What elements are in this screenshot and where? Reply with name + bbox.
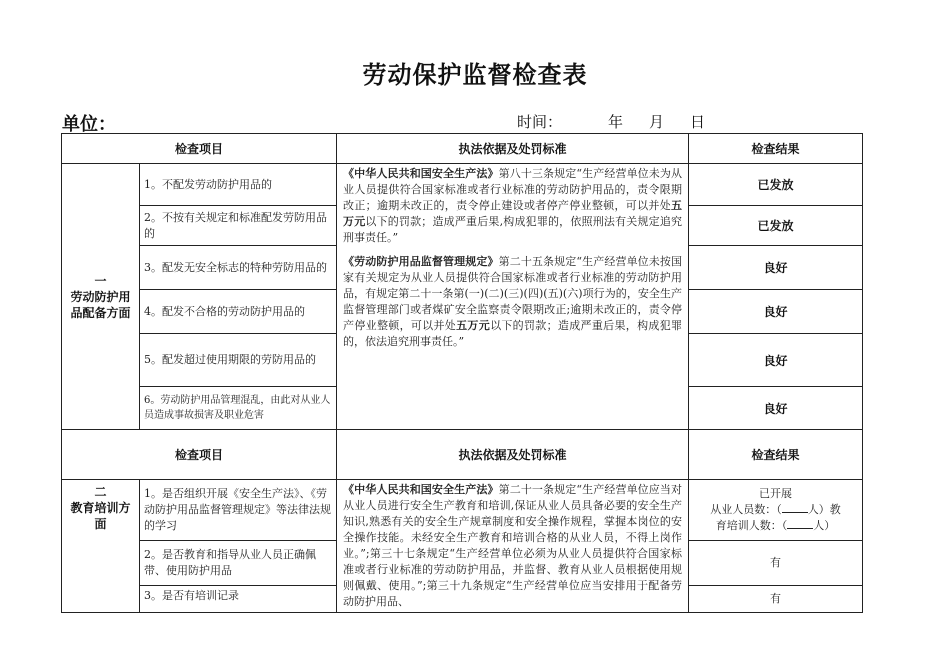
table-row xyxy=(62,480,863,541)
section1-name: 劳动防护用品配备方面 xyxy=(70,289,131,320)
section1-result-2: 已发放 xyxy=(689,206,863,246)
inspection-table xyxy=(61,133,863,613)
table-row xyxy=(62,164,863,206)
section1-item-5: 5。配发超过使用期限的劳防用品的 xyxy=(140,334,337,387)
section2-item-1: 1。是否组织开展《安全生产法》、《劳动防护用品监督管理规定》等法律法规的学习 xyxy=(140,480,337,541)
section1-item-6: 6。劳动防护用品管理混乱，由此对从业人员造成事故损害及职业危害 xyxy=(140,387,337,430)
header-basis: 执法依据及处罚标准 xyxy=(337,134,689,164)
section1-result-6: 良好 xyxy=(689,387,863,430)
time-field xyxy=(517,111,705,132)
section1-item-4: 4。配发不合格的劳动防护用品的 xyxy=(140,290,337,334)
header-result: 检查结果 xyxy=(689,134,863,164)
unit-label: 单位： xyxy=(62,114,116,135)
law2-amount: 五万元 xyxy=(456,319,491,332)
section2-law-title: 《中华人民共和国安全生产法》 xyxy=(343,483,499,496)
section2-result-3: 有 xyxy=(689,586,863,613)
section2-number: 二 xyxy=(94,485,107,499)
table-header-row-2 xyxy=(62,430,863,480)
law2-title: 《劳动防护用品监督管理规定》 xyxy=(343,255,499,268)
law2-text-a: 第二十五条规定“生产经营单位未按国家有关规定为从业人员提供符合国家标准或者行业标准的劳动防护用品，有规定第二十一条第(一)(二)(三)(四)(五)(六)项行为的，安全生产监督管理部门或者煤矿安全监察责令限期改正;逾期未改正的，责令停产停业整顿，可以并处 xyxy=(343,255,683,332)
section1-result-3: 良好 xyxy=(689,246,863,290)
header-item-2: 检查项目 xyxy=(62,430,337,480)
section2-law-basis xyxy=(337,480,689,613)
section2-item-2: 2。是否教育和指导从业人员正确佩带、使用防护用品 xyxy=(140,541,337,586)
trainee-count-blank[interactable] xyxy=(787,518,813,529)
header-result-2: 检查结果 xyxy=(689,430,863,480)
section2-law-text: 第二十一条规定“生产经营单位应当对从业人员进行安全生产教育和培训,保证从业人员具备必要的安全生产知识,熟悉有关的安全生产规章制度和安全操作规程，掌握本岗位的安全操作技能。未经安全生产教育和培训合格的从业人员，不得上岗作业。”;第三十七条规定“生产经营单位必须为从业人员提供符合国家标准或者行业标准的劳动防护用品，并监督、教育从业人员根据使用规则佩戴、使用。”;第三十九条规定“生产经营单位应当安排用于配备劳动防护用品、 xyxy=(343,483,683,608)
section1-result-1: 已发放 xyxy=(689,164,863,206)
section2-item-3: 3。是否有培训记录 xyxy=(140,586,337,613)
year-label: 年 xyxy=(608,113,624,131)
result-text: 从业人员数：（ 人）教 xyxy=(710,503,841,517)
header-basis-2: 执法依据及处罚标准 xyxy=(337,430,689,480)
section1-item-3: 3。配发无安全标志的特种劳防用品的 xyxy=(140,246,337,290)
section1-law-basis xyxy=(337,164,689,430)
law1-text-b: 以下的罚款；造成严重后果,构成犯罪的，依照刑法有关规定追究刑事责任。” xyxy=(343,215,683,244)
month-label: 月 xyxy=(649,113,665,131)
law1-text-a: 第八十三条规定“生产经营单位未为从业人员提供符合国家标准或者行业标准的劳动防护用品的，责令限期改正；逾期未改正的，责令停止建设或者停产停业整顿，可以并处 xyxy=(343,167,683,212)
employee-count-blank[interactable] xyxy=(782,502,808,513)
header-item: 检查项目 xyxy=(62,134,337,164)
law1-amount: 五万元 xyxy=(343,199,683,228)
section2-result-1 xyxy=(689,480,863,541)
table-header-row xyxy=(62,134,863,164)
law1-title: 《中华人民共和国安全生产法》 xyxy=(343,167,499,180)
result-text: 已开展 xyxy=(759,487,793,501)
time-label: 时间： xyxy=(517,113,563,131)
section1-result-4: 良好 xyxy=(689,290,863,334)
section2-name: 教育培训方面 xyxy=(70,501,131,531)
result-text: 育培训人数：（ 人） xyxy=(715,519,836,533)
section2-category xyxy=(62,480,140,613)
section1-item-2: 2。不按有关规定和标准配发劳防用品的 xyxy=(140,206,337,246)
section1-result-5: 良好 xyxy=(689,334,863,387)
section1-category xyxy=(62,164,140,430)
section1-number: 一 xyxy=(94,273,107,288)
section1-item-1: 1。不配发劳动防护用品的 xyxy=(140,164,337,206)
section2-result-2: 有 xyxy=(689,541,863,586)
day-label: 日 xyxy=(690,113,706,131)
page-title: 劳动保护监督检查表 xyxy=(362,61,588,89)
law2-text-b: 以下的罚款；造成严重后果，构成犯罪的，依法追究刑事责任。” xyxy=(343,319,683,348)
